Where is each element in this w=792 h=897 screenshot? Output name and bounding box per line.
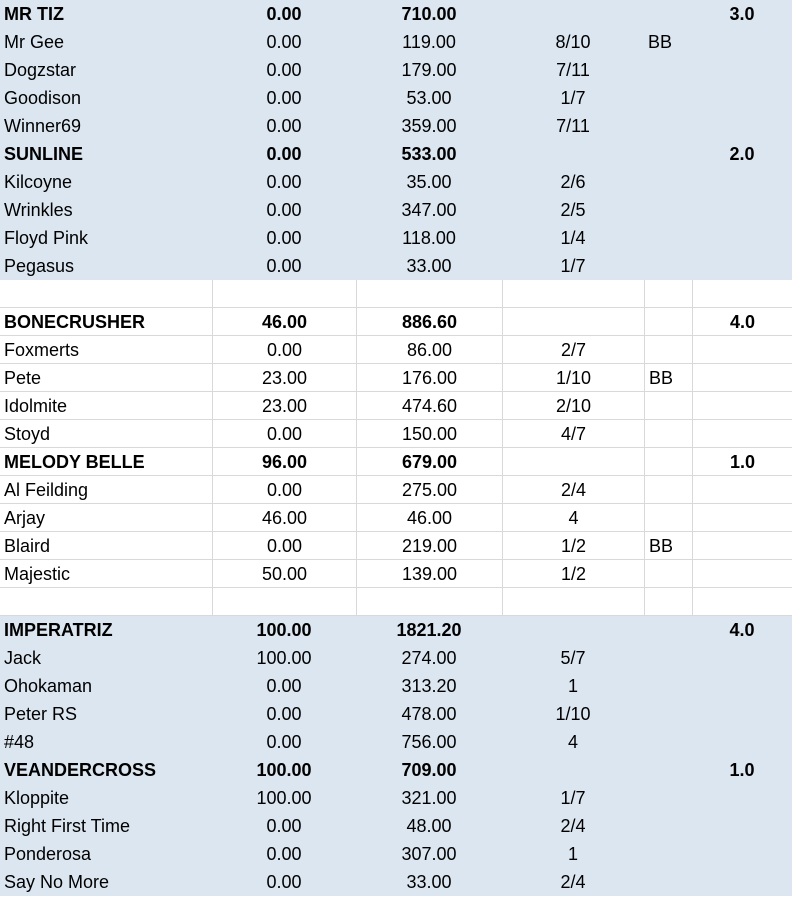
col5-cell[interactable] <box>692 392 792 420</box>
name-cell[interactable]: IMPERATRIZ <box>4 620 113 640</box>
col3-cell[interactable]: 4 <box>567 732 578 752</box>
col4-cell[interactable] <box>644 756 692 784</box>
col4-cell[interactable]: BB <box>644 364 692 392</box>
col3-cell[interactable]: 2/6 <box>560 172 586 192</box>
col1-cell[interactable]: 50.00 <box>212 560 356 588</box>
col4-cell[interactable] <box>644 588 692 616</box>
name-cell[interactable]: Wrinkles <box>4 200 73 220</box>
table-row <box>0 420 792 448</box>
col2-cell[interactable]: 886.60 <box>356 308 502 336</box>
col3-cell[interactable]: 2/10 <box>502 392 644 420</box>
col1-cell[interactable]: 0.00 <box>266 88 302 108</box>
col4-cell[interactable] <box>644 448 692 476</box>
col5-cell[interactable] <box>692 364 792 392</box>
col4-cell[interactable] <box>644 224 692 252</box>
name-cell[interactable]: Kilcoyne <box>4 172 73 192</box>
col1-cell[interactable]: 0.00 <box>266 676 302 696</box>
table-row <box>0 224 792 252</box>
col2-cell[interactable]: 478.00 <box>401 704 457 724</box>
name-cell[interactable]: Idolmite <box>0 392 212 420</box>
name-cell[interactable]: Al Feilding <box>0 476 212 504</box>
col3-cell[interactable]: 2/7 <box>502 336 644 364</box>
col1-cell[interactable]: 0.00 <box>266 844 302 864</box>
col5-cell[interactable] <box>692 56 792 84</box>
col1-cell[interactable] <box>212 280 356 308</box>
col5-cell[interactable]: 3.0 <box>729 4 755 24</box>
table-row <box>0 112 792 140</box>
col2-cell[interactable]: 347.00 <box>401 200 457 220</box>
col5-cell[interactable]: 2.0 <box>729 144 755 164</box>
col1-cell[interactable]: 96.00 <box>212 448 356 476</box>
col5-cell[interactable] <box>692 728 792 756</box>
col1-cell[interactable]: 0.00 <box>266 144 302 164</box>
col4-cell[interactable] <box>644 476 692 504</box>
table-row <box>0 840 792 868</box>
name-cell[interactable]: BONECRUSHER <box>0 308 212 336</box>
col2-cell[interactable]: 307.00 <box>401 844 457 864</box>
col5-cell[interactable] <box>692 420 792 448</box>
col4-cell[interactable] <box>644 784 692 812</box>
col1-cell[interactable]: 0.00 <box>212 420 356 448</box>
table-row <box>0 560 792 588</box>
col2-cell[interactable]: 679.00 <box>356 448 502 476</box>
col1-cell[interactable]: 0.00 <box>266 704 302 724</box>
col2-cell[interactable]: 33.00 <box>406 872 452 892</box>
group-header-row <box>0 756 792 784</box>
group-header-row <box>0 140 792 168</box>
col2-cell[interactable]: 150.00 <box>356 420 502 448</box>
col1-cell[interactable]: 0.00 <box>266 228 302 248</box>
col4-cell[interactable] <box>644 420 692 448</box>
col4-cell[interactable] <box>644 252 692 280</box>
col3-cell[interactable] <box>502 448 644 476</box>
col3-cell[interactable]: 4 <box>502 504 644 532</box>
name-cell[interactable]: Floyd Pink <box>4 228 89 248</box>
col4-cell[interactable] <box>644 280 692 308</box>
group-header-row <box>0 616 792 644</box>
col2-cell[interactable]: 321.00 <box>401 788 457 808</box>
col1-cell[interactable]: 46.00 <box>212 504 356 532</box>
col4-cell[interactable] <box>644 672 692 700</box>
table-row <box>0 56 792 84</box>
col1-cell[interactable]: 0.00 <box>266 32 302 52</box>
col2-cell[interactable] <box>356 280 502 308</box>
name-cell[interactable] <box>0 588 212 616</box>
col1-cell[interactable]: 0.00 <box>266 200 302 220</box>
name-cell[interactable]: Majestic <box>0 560 212 588</box>
table-row <box>0 700 792 728</box>
table-row <box>0 168 792 196</box>
col5-cell[interactable]: 1.0 <box>729 760 755 780</box>
name-cell[interactable]: #48 <box>4 732 35 752</box>
col1-cell[interactable]: 46.00 <box>212 308 356 336</box>
col5-cell[interactable] <box>692 644 792 672</box>
col2-cell[interactable] <box>356 588 502 616</box>
table-row <box>0 868 792 896</box>
col2-cell[interactable]: 275.00 <box>356 476 502 504</box>
col2-cell[interactable]: 709.00 <box>401 760 457 780</box>
col2-cell[interactable]: 86.00 <box>356 336 502 364</box>
col3-cell[interactable]: 7/11 <box>556 116 590 136</box>
col3-cell[interactable]: 2/4 <box>502 476 644 504</box>
col5-cell[interactable] <box>692 784 792 812</box>
col4-cell[interactable] <box>644 840 692 868</box>
col1-cell[interactable]: 23.00 <box>212 364 356 392</box>
col1-cell[interactable]: 0.00 <box>212 532 356 560</box>
col1-cell[interactable]: 0.00 <box>266 4 302 24</box>
col2-cell[interactable]: 313.20 <box>401 676 457 696</box>
table-row <box>0 392 792 420</box>
col1-cell[interactable]: 100.00 <box>256 760 312 780</box>
col4-cell[interactable] <box>644 336 692 364</box>
col3-cell[interactable]: 8/10 <box>555 32 591 52</box>
col5-cell[interactable] <box>692 168 792 196</box>
col3-cell[interactable]: 1/2 <box>502 560 644 588</box>
col5-cell[interactable] <box>692 672 792 700</box>
col2-cell[interactable]: 35.00 <box>406 172 452 192</box>
name-cell[interactable]: MR TIZ <box>4 4 64 24</box>
table-row <box>0 476 792 504</box>
col5-cell[interactable] <box>692 560 792 588</box>
col3-cell[interactable]: 2/5 <box>560 200 586 220</box>
col3-cell[interactable] <box>502 280 644 308</box>
table-row <box>0 28 792 56</box>
table-row <box>0 280 792 308</box>
name-cell[interactable]: Mr Gee <box>4 32 65 52</box>
col5-cell[interactable] <box>692 840 792 868</box>
table-row <box>0 672 792 700</box>
col3-cell[interactable]: 1/7 <box>560 256 586 276</box>
col3-cell[interactable]: 1/10 <box>502 364 644 392</box>
col4-cell[interactable] <box>644 868 692 896</box>
table-row <box>0 196 792 224</box>
table-row <box>0 784 792 812</box>
col5-cell[interactable] <box>692 112 792 140</box>
col2-cell[interactable]: 756.00 <box>401 732 457 752</box>
col4-cell[interactable] <box>644 812 692 840</box>
col2-cell[interactable]: 176.00 <box>356 364 502 392</box>
table-row <box>0 532 792 560</box>
col5-cell[interactable] <box>692 700 792 728</box>
col2-cell[interactable]: 118.00 <box>402 228 456 248</box>
col4-cell[interactable] <box>644 0 692 28</box>
col4-cell[interactable] <box>644 56 692 84</box>
name-cell[interactable]: Ohokaman <box>4 676 93 696</box>
name-cell[interactable]: VEANDERCROSS <box>4 760 157 780</box>
col4-cell[interactable]: BB <box>644 532 692 560</box>
col3-cell[interactable] <box>502 756 644 784</box>
col4-cell[interactable] <box>644 84 692 112</box>
col1-cell[interactable]: 0.00 <box>266 256 302 276</box>
col3-cell[interactable]: 1 <box>567 676 578 696</box>
table-row <box>0 336 792 364</box>
col3-cell[interactable]: 4/7 <box>502 420 644 448</box>
col1-cell[interactable]: 100.00 <box>256 788 312 808</box>
col4-cell[interactable] <box>644 196 692 224</box>
group-header-row <box>0 448 792 476</box>
group-header-row <box>0 0 792 28</box>
col2-cell[interactable]: 179.00 <box>401 60 457 80</box>
col3-cell[interactable]: 2/4 <box>560 816 586 836</box>
table-row <box>0 364 792 392</box>
col4-cell[interactable] <box>644 308 692 336</box>
col2-cell[interactable]: 53.00 <box>406 88 452 108</box>
col5-cell[interactable] <box>692 868 792 896</box>
col5-cell[interactable]: 1.0 <box>692 448 792 476</box>
col4-cell[interactable] <box>644 504 692 532</box>
table-row <box>0 252 792 280</box>
col2-cell[interactable]: 219.00 <box>356 532 502 560</box>
col1-cell[interactable]: 0.00 <box>266 816 302 836</box>
table-row <box>0 728 792 756</box>
col5-cell[interactable] <box>692 84 792 112</box>
name-cell[interactable]: Right First Time <box>4 816 131 836</box>
col3-cell[interactable] <box>502 140 644 168</box>
col2-cell[interactable]: 1821.20 <box>396 620 462 640</box>
table-row <box>0 588 792 616</box>
col1-cell[interactable]: 0.00 <box>266 172 302 192</box>
col3-cell[interactable]: 1/7 <box>560 88 586 108</box>
col3-cell[interactable]: 5/7 <box>560 648 586 668</box>
table-row <box>0 84 792 112</box>
name-cell[interactable]: Pete <box>0 364 212 392</box>
col5-cell[interactable] <box>692 196 792 224</box>
name-cell[interactable]: Ponderosa <box>4 844 92 864</box>
col1-cell[interactable]: 23.00 <box>212 392 356 420</box>
col2-cell[interactable]: 274.00 <box>401 648 457 668</box>
col4-cell[interactable] <box>644 140 692 168</box>
name-cell[interactable]: Jack <box>4 648 42 668</box>
name-cell[interactable] <box>0 280 212 308</box>
col2-cell[interactable]: 474.60 <box>356 392 502 420</box>
col4-cell[interactable]: BB <box>648 32 673 52</box>
col3-cell[interactable]: 1/2 <box>502 532 644 560</box>
col2-cell[interactable]: 33.00 <box>406 256 452 276</box>
name-cell[interactable]: Say No More <box>4 872 110 892</box>
name-cell[interactable]: Foxmerts <box>0 336 212 364</box>
col1-cell[interactable]: 0.00 <box>212 336 356 364</box>
name-cell[interactable]: Kloppite <box>4 788 70 808</box>
col1-cell[interactable] <box>212 588 356 616</box>
col5-cell[interactable] <box>692 252 792 280</box>
col2-cell[interactable]: 46.00 <box>356 504 502 532</box>
col3-cell[interactable] <box>502 588 644 616</box>
col5-cell[interactable] <box>692 812 792 840</box>
col4-cell[interactable] <box>644 560 692 588</box>
col5-cell[interactable] <box>692 588 792 616</box>
group-header-row <box>0 308 792 336</box>
table-row <box>0 812 792 840</box>
col5-cell[interactable]: 4.0 <box>692 308 792 336</box>
col3-cell[interactable]: 1/10 <box>555 704 591 724</box>
col3-cell[interactable]: 1/7 <box>560 788 586 808</box>
col4-cell[interactable] <box>644 616 692 644</box>
col1-cell[interactable]: 0.00 <box>266 116 302 136</box>
col2-cell[interactable]: 359.00 <box>401 116 457 136</box>
col4-cell[interactable] <box>644 112 692 140</box>
name-cell[interactable]: SUNLINE <box>4 144 84 164</box>
col3-cell[interactable]: 1 <box>567 844 578 864</box>
table-row <box>0 504 792 532</box>
col4-cell[interactable] <box>644 728 692 756</box>
col1-cell[interactable]: 100.00 <box>256 648 312 668</box>
name-cell[interactable]: Peter RS <box>4 704 78 724</box>
col1-cell[interactable]: 100.00 <box>256 620 312 640</box>
col4-cell[interactable] <box>644 168 692 196</box>
col4-cell[interactable] <box>644 644 692 672</box>
col5-cell[interactable]: 4.0 <box>729 620 755 640</box>
col3-cell[interactable]: 7/11 <box>556 60 590 80</box>
name-cell[interactable]: MELODY BELLE <box>0 448 212 476</box>
col3-cell[interactable] <box>502 308 644 336</box>
col5-cell[interactable] <box>692 28 792 56</box>
col1-cell[interactable]: 0.00 <box>266 732 302 752</box>
name-cell[interactable]: Stoyd <box>0 420 212 448</box>
name-cell[interactable]: Arjay <box>0 504 212 532</box>
col5-cell[interactable] <box>692 476 792 504</box>
col5-cell[interactable] <box>692 224 792 252</box>
name-cell[interactable]: Blaird <box>0 532 212 560</box>
name-cell[interactable]: Goodison <box>4 88 82 108</box>
col2-cell[interactable]: 710.00 <box>401 4 457 24</box>
col5-cell[interactable] <box>692 504 792 532</box>
col1-cell[interactable]: 0.00 <box>212 476 356 504</box>
col2-cell[interactable]: 119.00 <box>402 32 456 52</box>
col1-cell[interactable]: 0.00 <box>266 872 302 892</box>
col3-cell[interactable] <box>502 0 644 28</box>
col5-cell[interactable] <box>692 280 792 308</box>
col5-cell[interactable] <box>692 336 792 364</box>
table-row <box>0 644 792 672</box>
col4-cell[interactable] <box>644 392 692 420</box>
name-cell[interactable]: Dogzstar <box>4 60 77 80</box>
name-cell[interactable]: Winner69 <box>4 116 82 136</box>
col3-cell[interactable]: 2/4 <box>560 872 586 892</box>
name-cell[interactable]: Pegasus <box>4 256 75 276</box>
col4-cell[interactable] <box>644 700 692 728</box>
col1-cell[interactable]: 0.00 <box>266 60 302 80</box>
col3-cell[interactable]: 1/4 <box>560 228 586 248</box>
col2-cell[interactable]: 533.00 <box>401 144 457 164</box>
col2-cell[interactable]: 48.00 <box>406 816 452 836</box>
col2-cell[interactable]: 139.00 <box>356 560 502 588</box>
col5-cell[interactable] <box>692 532 792 560</box>
col3-cell[interactable] <box>502 616 644 644</box>
